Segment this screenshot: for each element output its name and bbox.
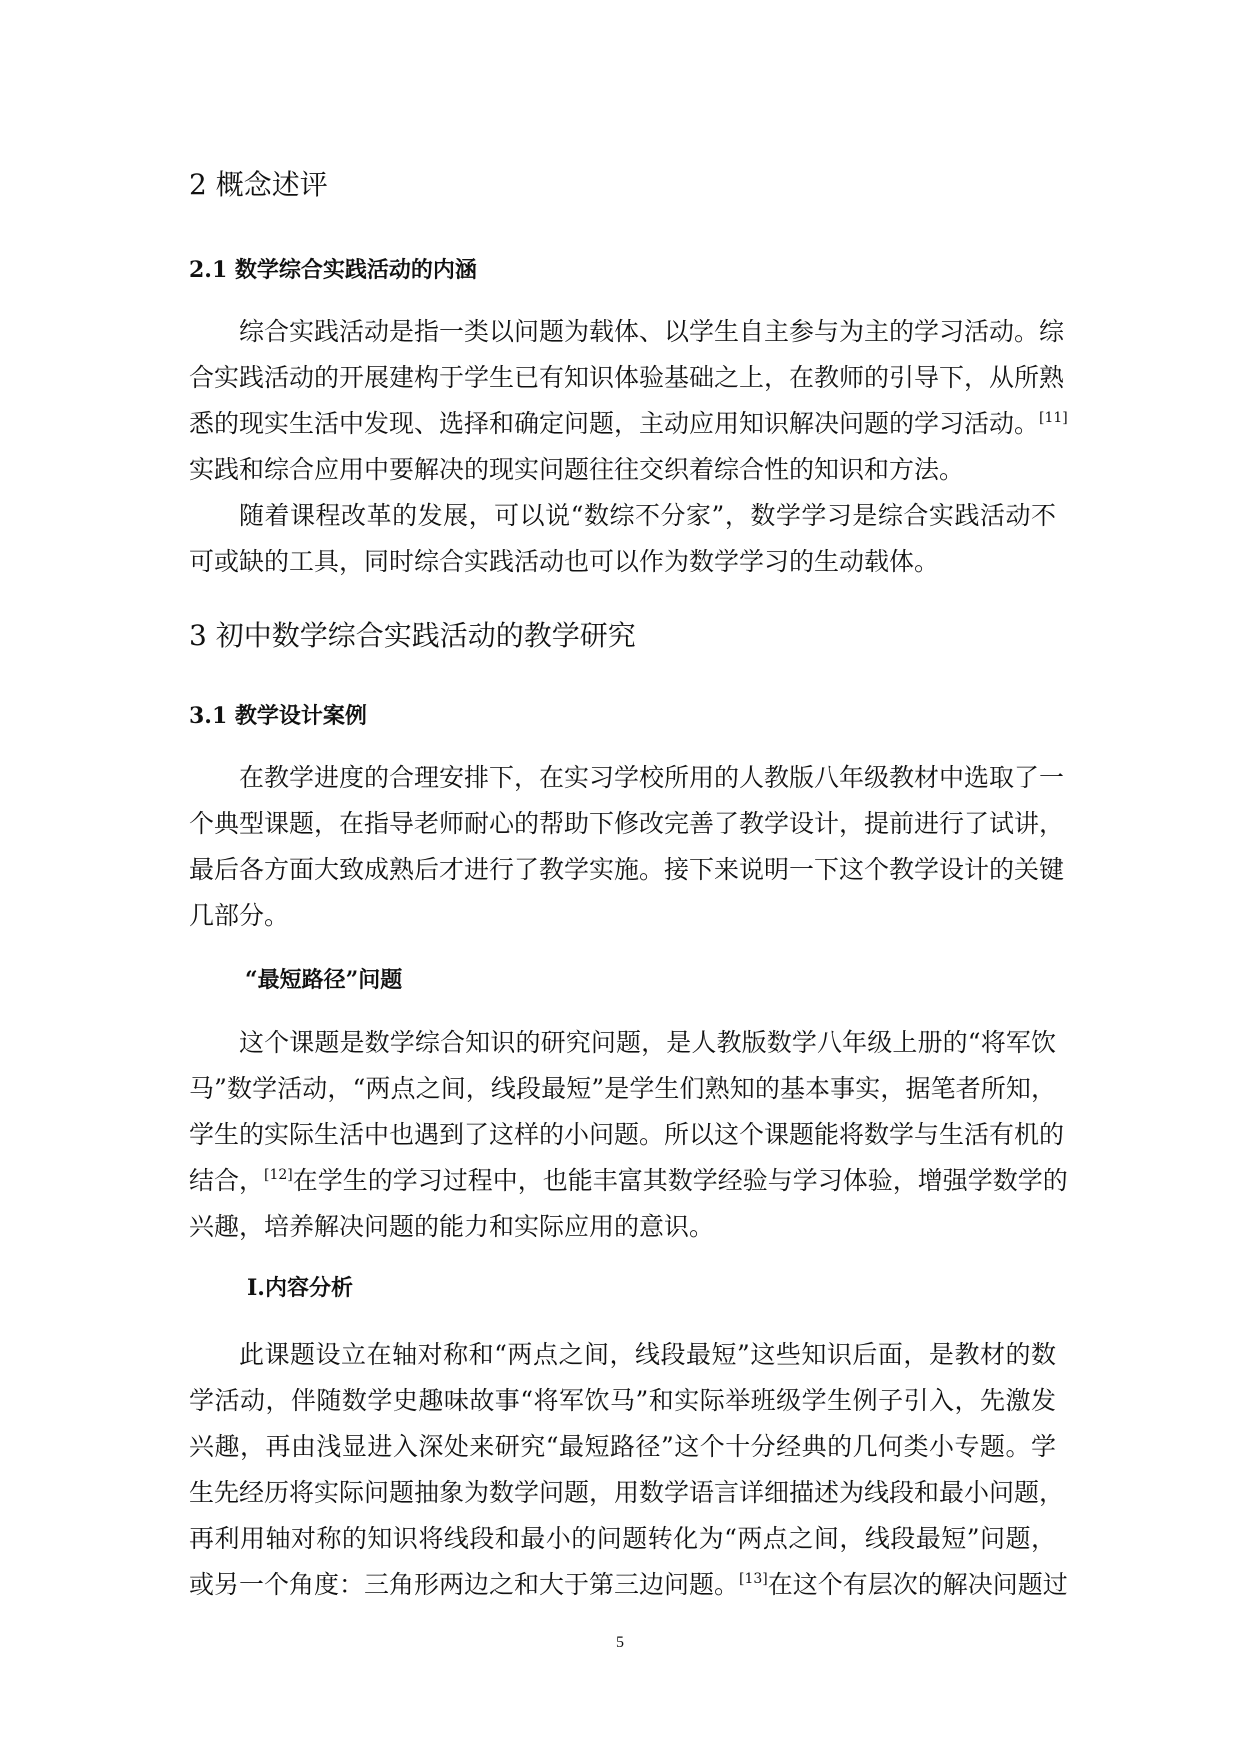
citation-marker: [13] (739, 1571, 768, 1587)
subsection-heading-3-1: 3.1 教学设计案例 (189, 703, 367, 729)
text-segment: 生先经历将实际问题抽象为数学问题，用数学语言详细描述为线段和最小问题， (189, 1478, 1065, 1507)
text-line (189, 801, 1065, 847)
paragraph (189, 1332, 1068, 1608)
text-segment: 个典型课题，在指导老师耐心的帮助下修改完善了教学设计，提前进行了试讲， (189, 809, 1065, 838)
text-line (189, 1562, 1068, 1608)
text-line (189, 1424, 1056, 1470)
section-heading-2: 2 概念述评 (189, 168, 328, 201)
text-line (189, 1158, 1068, 1204)
text-segment: 结合， (189, 1166, 265, 1195)
citation-marker: [12] (264, 1167, 293, 1183)
text-line (189, 355, 1065, 401)
text-segment: 几部分。 (189, 901, 290, 930)
text-segment: 或另一个角度：三角形两边之和大于第三边问题。 (189, 1570, 740, 1599)
citation-marker: [11] (1039, 410, 1068, 426)
text-line (189, 1332, 1056, 1378)
text-line (189, 1470, 1065, 1516)
text-line (189, 1378, 1056, 1424)
text-segment: 在教学进度的合理安排下，在实习学校所用的人教版八年级教材中选取了一 (239, 763, 1065, 792)
text-line (189, 539, 1056, 585)
section-heading-3: 3 初中数学综合实践活动的教学研究 (189, 619, 636, 652)
text-segment: 随着课程改革的发展，可以说“数综不分家”，数学学习是综合实践活动不 (239, 501, 1056, 530)
text-line (189, 493, 1056, 539)
text-line (189, 447, 1056, 493)
text-segment: 学生的实际生活中也遇到了这样的小问题。所以这个课题能将数学与生活有机的 (189, 1120, 1065, 1149)
paragraph (189, 493, 1056, 585)
text-line (189, 1066, 1056, 1112)
subsection-heading-2-1: 2.1 数学综合实践活动的内涵 (189, 257, 477, 283)
text-segment: 实践和综合应用中要解决的现实问题往往交织着综合性的知识和方法。 (189, 455, 965, 484)
topic-heading-content-analysis: Ⅰ.内容分析 (247, 1275, 353, 1301)
text-line (189, 1204, 1056, 1250)
text-line (189, 1020, 1056, 1066)
text-line (189, 1112, 1065, 1158)
text-segment: 最后各方面大致成熟后才进行了教学实施。接下来说明一下这个教学设计的关键 (189, 855, 1065, 884)
text-segment: 再利用轴对称的知识将线段和最小的问题转化为“两点之间，线段最短”问题， (189, 1524, 1056, 1553)
paragraph (189, 1020, 1068, 1250)
paragraph (189, 755, 1065, 939)
text-line (189, 893, 1056, 939)
text-line (189, 1516, 1056, 1562)
paragraph (189, 309, 1068, 493)
text-segment: 可或缺的工具，同时综合实践活动也可以作为数学学习的生动载体。 (189, 547, 940, 576)
text-segment: 这个课题是数学综合知识的研究问题，是人教版数学八年级上册的“将军饮 (239, 1028, 1056, 1057)
text-line (189, 309, 1065, 355)
text-segment: 兴趣，培养解决问题的能力和实际应用的意识。 (189, 1212, 715, 1241)
text-segment: 悉的现实生活中发现、选择和确定问题，主动应用知识解决问题的学习活动。 (189, 409, 1040, 438)
text-segment: 兴趣，再由浅显进入深处来研究“最短路径”这个十分经典的几何类小专题。学 (189, 1432, 1056, 1461)
text-segment: 马”数学活动，“两点之间，线段最短”是学生们熟知的基本事实，据笔者所知， (189, 1074, 1056, 1103)
text-segment: 此课题设立在轴对称和“两点之间，线段最短”这些知识后面，是教材的数 (239, 1340, 1056, 1369)
text-segment: 在这个有层次的解决问题过 (767, 1570, 1068, 1599)
text-line (189, 401, 1068, 447)
topic-heading-shortest-path: “最短路径”问题 (245, 967, 403, 993)
text-segment: 合实践活动的开展建构于学生已有知识体验基础之上，在教师的引导下，从所熟 (189, 363, 1065, 392)
text-line (189, 755, 1065, 801)
text-segment: 在学生的学习过程中，也能丰富其数学经验与学习体验，增强学数学的 (292, 1166, 1068, 1195)
page-number: 5 (616, 1634, 624, 1651)
text-line (189, 847, 1065, 893)
text-segment: 学活动，伴随数学史趣味故事“将军饮马”和实际举班级学生例子引入，先激发 (189, 1386, 1056, 1415)
text-segment: 综合实践活动是指一类以问题为载体、以学生自主参与为主的学习活动。综 (239, 317, 1065, 346)
